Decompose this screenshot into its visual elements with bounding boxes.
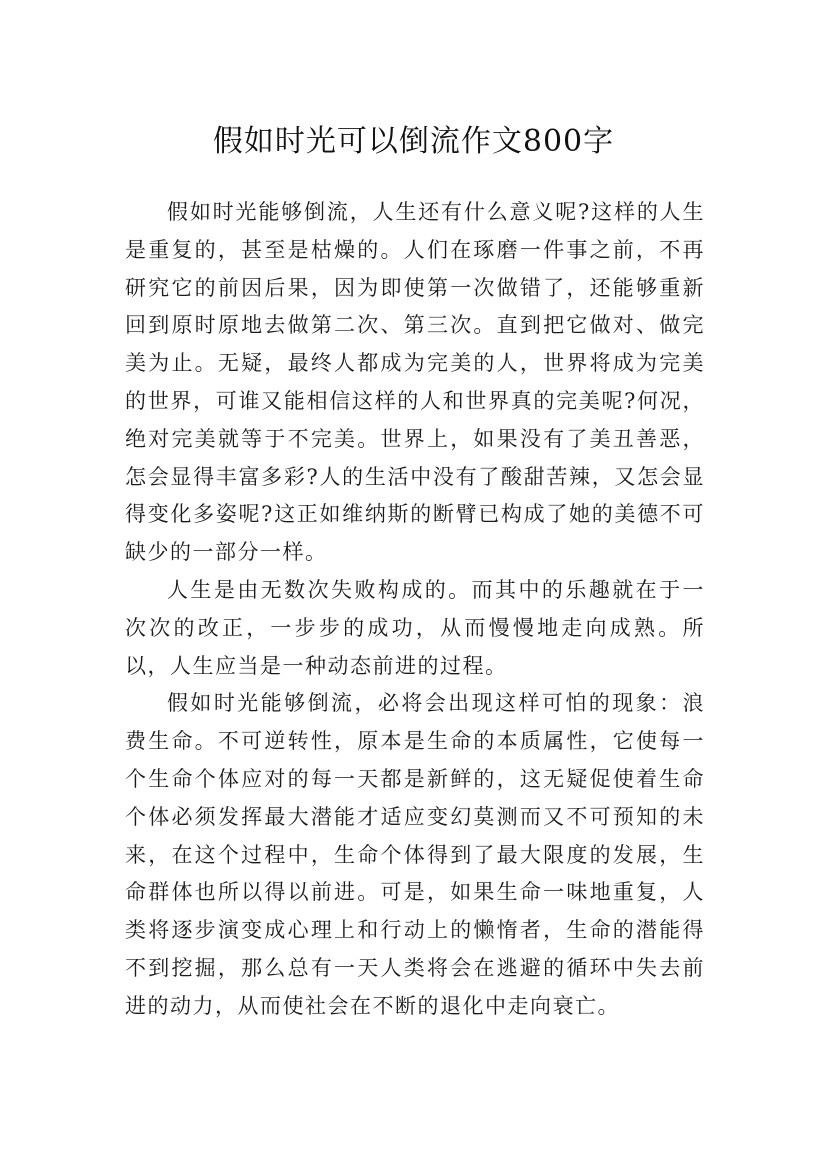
paragraph-1: 假如时光能够倒流，人生还有什么意义呢?这样的人生是重复的，甚至是枯燥的。人们在琢磨一件事之前，不再研究它的前因后果，因为即使第一次做错了，还能够重新回到原时原地去做第二次、第三次。直到把它做对、做完美为止。无疑，最终人都成为完美的人，世界将成为完美的世界，可谁又能相信这样的人和世界真的完美呢?何况，绝对完美就等于不完美。世界上，如果没有了美丑善恶，怎会显得丰富多彩?人的生活中没有了酸甜苦辣，又怎会显得变化多姿呢?这正如维纳斯的断臂已构成了她的美德不可缺少的一部分一样。 (125, 200, 705, 565)
paragraph-2: 人生是由无数次失败构成的。而其中的乐趣就在于一次次的改正，一步步的成功，从而慢慢地走向成熟。所以，人生应当是一种动态前进的过程。 (125, 577, 705, 678)
document-title: 假如时光可以倒流作文800字 (212, 124, 615, 160)
paragraph-3: 假如时光能够倒流，必将会出现这样可怕的现象：浪费生命。不可逆转性，原本是生命的本质属性，它使每一个生命个体应对的每一天都是新鲜的，这无疑促使着生命个体必须发挥最大潜能才适应变幻莫测而又不可预知的未来，在这个过程中，生命个体得到了最大限度的发展，生命群体也所以得以前进。可是，如果生命一味地重复，人类将逐步演变成心理上和行动上的懒惰者，生命的潜能得不到挖掘，那么总有一天人类将会在逃避的循环中失去前进的动力，从而使社会在不断的退化中走向衰亡。 (125, 691, 705, 1018)
document-body (125, 194, 705, 1026)
